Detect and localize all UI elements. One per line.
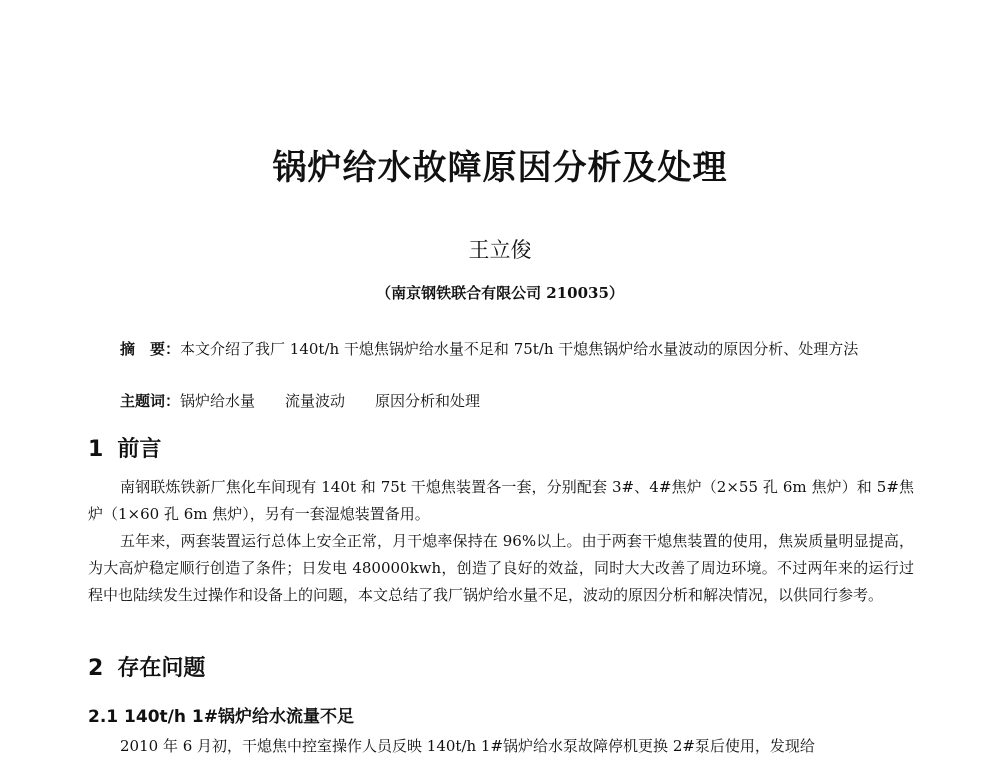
abstract: [88, 336, 914, 363]
paper-title: 锅炉给水故障原因分析及处理: [272, 148, 728, 188]
section-number: 1: [88, 437, 104, 462]
keywords-label: 主题词：: [120, 392, 181, 410]
paragraph-intro-1: 南钢联炼铁新厂焦化车间现有 140t 和 75t 干熄焦装置各一套，分别配套 3#、4#焦炉（2×55 孔 6m 焦炉）和 5#焦炉（1×60 孔 6m 焦炉），另有一套湿熄装置备用。: [88, 478, 914, 523]
abstract-label: 摘 要：: [120, 340, 181, 358]
paragraph-2-1: 2010 年 6 月初，干熄焦中控室操作人员反映 140t/h 1#锅炉给水泵故障停机更换 2#泵后使用，发现给: [120, 737, 815, 755]
paragraph-intro-2: 五年来，两套装置运行总体上安全正常，月干熄率保持在 96%以上。由于两套干熄焦装置的使用，焦炭质量明显提高，为大高炉稳定顺行创造了条件；日发电 480000kwh，创造了良好的效益，同时大大改善了周边环境。不过两年来的运行过程中也陆续发生过操作和设备上的问题，本文总结了我厂锅炉给水量不足，波动的原因分析和解决情况，以供同行参考。: [88, 532, 914, 604]
keywords-text: 锅炉给水量 流量波动 原因分析和处理: [180, 392, 481, 410]
section-heading-2: [88, 651, 205, 682]
author-name: 王立俊: [468, 238, 532, 262]
author-affiliation: （南京钢铁联合有限公司 210035）: [376, 284, 624, 302]
section-title: 存在问题: [117, 656, 206, 681]
section-heading-1: [88, 432, 161, 463]
section-title: 前言: [117, 437, 162, 462]
keywords: [120, 390, 480, 411]
subsection-heading-2-1: 2.1 140t/h 1#锅炉给水流量不足: [88, 707, 354, 727]
abstract-text: 本文介绍了我厂 140t/h 干熄焦锅炉给水量不足和 75t/h 干熄焦锅炉给水量波动的原因分析、处理方法: [180, 340, 859, 358]
section-number: 2: [88, 656, 104, 681]
